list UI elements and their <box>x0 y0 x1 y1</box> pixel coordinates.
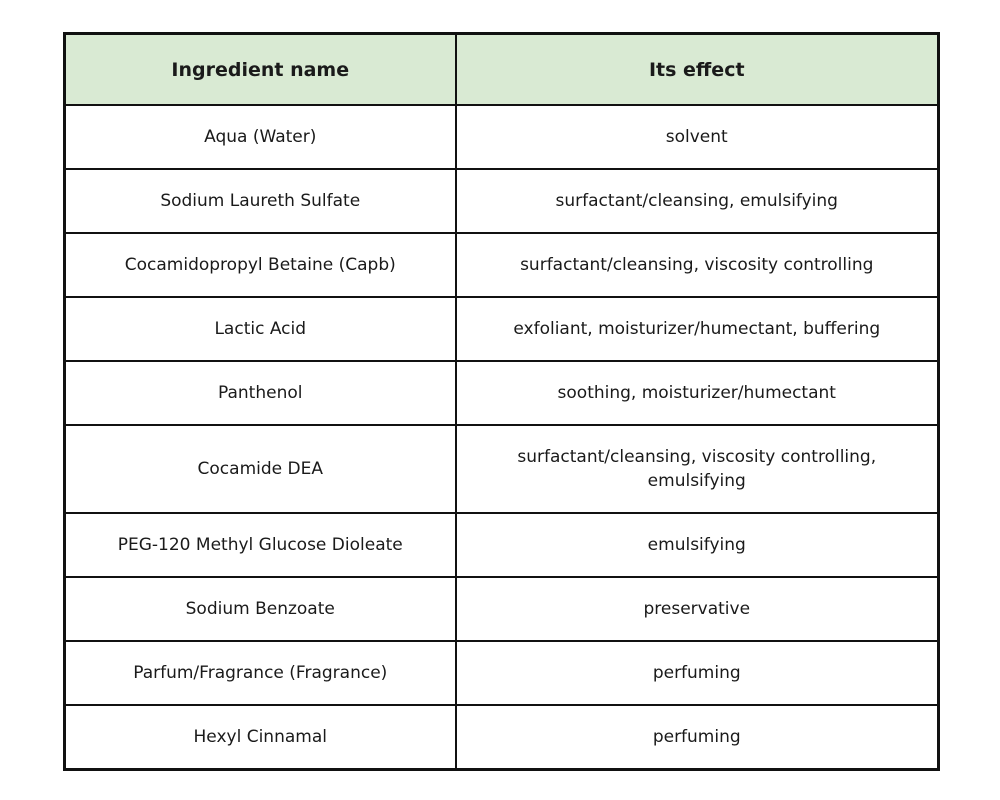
ingredient-cell: Lactic Acid <box>65 297 456 361</box>
ingredient-cell: Aqua (Water) <box>65 105 456 169</box>
effect-cell: perfuming <box>456 641 939 705</box>
ingredient-cell: Sodium Laureth Sulfate <box>65 169 456 233</box>
ingredient-cell: Parfum/Fragrance (Fragrance) <box>65 641 456 705</box>
effect-cell: surfactant/cleansing, emulsifying <box>456 169 939 233</box>
header-row <box>65 34 939 106</box>
ingredient-cell: Hexyl Cinnamal <box>65 705 456 770</box>
table-row <box>65 361 939 425</box>
table-row <box>65 105 939 169</box>
table-row <box>65 425 939 513</box>
effect-cell: soothing, moisturizer/humectant <box>456 361 939 425</box>
table-body <box>65 105 939 770</box>
table-row <box>65 577 939 641</box>
column-header-its-effect: Its effect <box>456 34 939 106</box>
effect-cell: preservative <box>456 577 939 641</box>
table-row <box>65 705 939 770</box>
column-header-ingredient-name: Ingredient name <box>65 34 456 106</box>
table-header <box>65 34 939 106</box>
table-row <box>65 233 939 297</box>
effect-cell: surfactant/cleansing, viscosity controlling, emulsifying <box>456 425 939 513</box>
table-row <box>65 513 939 577</box>
table-row <box>65 169 939 233</box>
ingredient-cell: Cocamidopropyl Betaine (Capb) <box>65 233 456 297</box>
ingredient-cell: Panthenol <box>65 361 456 425</box>
effect-cell: surfactant/cleansing, viscosity controlling <box>456 233 939 297</box>
effect-cell: exfoliant, moisturizer/humectant, buffering <box>456 297 939 361</box>
ingredients-table <box>63 32 940 771</box>
ingredient-cell: Cocamide DEA <box>65 425 456 513</box>
effect-cell: emulsifying <box>456 513 939 577</box>
table-row <box>65 641 939 705</box>
effect-cell: perfuming <box>456 705 939 770</box>
effect-cell: solvent <box>456 105 939 169</box>
table-row <box>65 297 939 361</box>
ingredient-cell: PEG-120 Methyl Glucose Dioleate <box>65 513 456 577</box>
ingredient-cell: Sodium Benzoate <box>65 577 456 641</box>
